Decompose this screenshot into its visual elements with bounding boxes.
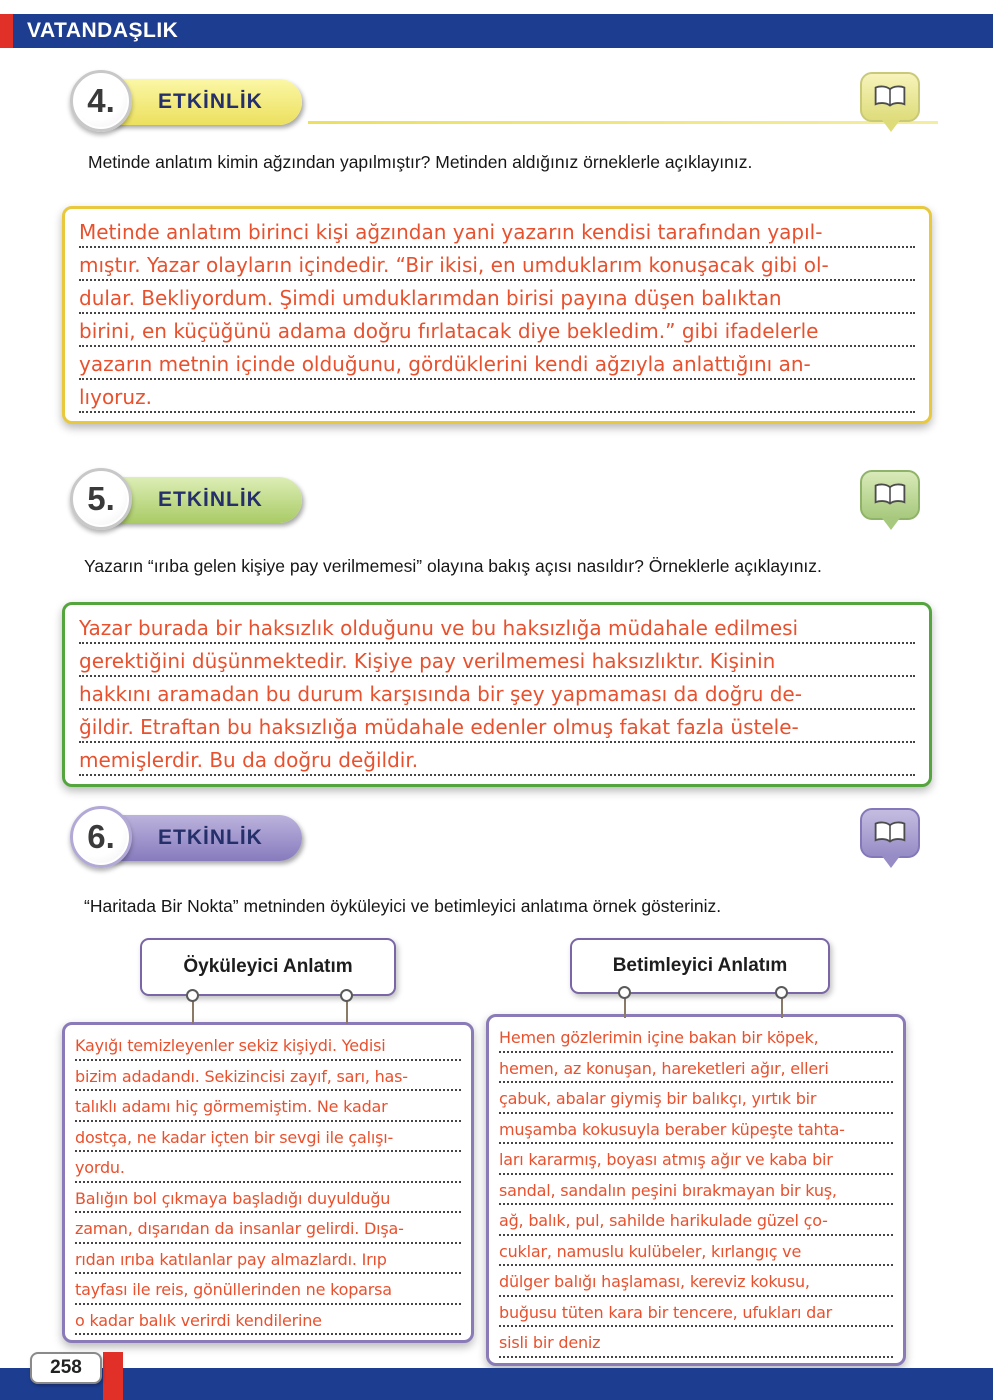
answer-line: talıklı adamı hiç görmemiştim. Ne kadar bbox=[75, 1091, 461, 1122]
pin-icon bbox=[340, 989, 353, 1002]
answer-line: yordu. bbox=[75, 1152, 461, 1183]
answer-line: rıdan ırıba katılanlar pay almazlardı. Irıp bbox=[75, 1244, 461, 1275]
answer-line: Balığın bol çıkmaya başladığı duyulduğu bbox=[75, 1183, 461, 1214]
pin-icon bbox=[186, 989, 199, 1002]
narrative-label: Öyküleyici Anlatım bbox=[183, 956, 353, 977]
activity-6-question: “Haritada Bir Nokta” metninden öyküleyici ve betimleyici anlatıma örnek gösteriniz. bbox=[84, 896, 722, 916]
pin-icon bbox=[618, 986, 631, 999]
bubble-tail bbox=[882, 856, 900, 868]
activity-6-label: ETKİNLİK bbox=[158, 826, 263, 849]
activity-4-answer-box bbox=[62, 206, 932, 424]
answer-line: Metinde anlatım birinci kişi ağzından yani yazarın kendisi tarafından yapıl- bbox=[79, 215, 915, 248]
answer-line: memişlerdir. Bu da doğru değildir. bbox=[79, 743, 915, 776]
answer-line: sisli bir deniz bbox=[499, 1327, 893, 1358]
book-glyph bbox=[873, 483, 907, 507]
descriptive-answer-box bbox=[486, 1014, 906, 1366]
header-red-accent bbox=[0, 14, 13, 48]
answer-line: yazarın metnin içinde olduğunu, gördüklerini kendi ağzıyla anlattığını an- bbox=[79, 347, 915, 380]
header-bar bbox=[0, 14, 993, 48]
activity-4-question: Metinde anlatım kimin ağzından yapılmıştır? Metinden aldığınız örneklerle açıklayınız. bbox=[88, 152, 753, 172]
book-glyph bbox=[873, 821, 907, 845]
answer-line: cuklar, namuslu kulübeler, kırlangıç ve bbox=[499, 1236, 893, 1267]
activity-5-answer-box bbox=[62, 602, 932, 787]
answer-line: tayfası ile reis, gönüllerinden ne koparsa bbox=[75, 1274, 461, 1305]
answer-line: zaman, dışarıdan da insanlar gelirdi. Dışa- bbox=[75, 1213, 461, 1244]
activity-6-number bbox=[70, 806, 132, 868]
open-book-icon bbox=[860, 470, 920, 520]
page-title: VATANDAŞLIK bbox=[27, 19, 179, 42]
page-number-text: 258 bbox=[50, 1357, 82, 1378]
pin-string bbox=[624, 996, 626, 1018]
answer-line: gerektiğini düşünmektedir. Kişiye pay verilmemesi haksızlıktır. Kişinin bbox=[79, 644, 915, 677]
answer-line: Yazar burada bir haksızlık olduğunu ve bu haksızlığa müdahale edilmesi bbox=[79, 611, 915, 644]
pin-string bbox=[781, 996, 783, 1018]
answer-line: muşamba kokusuyla beraber küpeşte tahta- bbox=[499, 1114, 893, 1145]
footer-red-accent bbox=[103, 1352, 123, 1400]
answer-line: dostça, ne kadar içten bir sevgi ile çalışı- bbox=[75, 1122, 461, 1153]
answer-line: Hemen gözlerimin içine bakan bir köpek, bbox=[499, 1022, 893, 1053]
bubble-tail bbox=[882, 120, 900, 132]
answer-line: sandal, sandalın peşini bırakmayan bir kuş, bbox=[499, 1175, 893, 1206]
narrative-label-box bbox=[140, 938, 396, 996]
answer-line: hakkını aramadan bu durum karşısında bir şey yapmaması da doğru de- bbox=[79, 677, 915, 710]
activity-4-label: ETKİNLİK bbox=[158, 90, 263, 113]
open-book-icon bbox=[860, 808, 920, 858]
answer-line: Kayığı temizleyenler sekiz kişiydi. Yedisi bbox=[75, 1030, 461, 1061]
answer-line: ğildir. Etraftan bu haksızlığa müdahale edenler olmuş fakat fazla üstele- bbox=[79, 710, 915, 743]
descriptive-label: Betimleyici Anlatım bbox=[612, 955, 788, 976]
activity-5-number bbox=[70, 468, 132, 530]
answer-line: o kadar balık verirdi kendilerine bbox=[75, 1305, 461, 1336]
answer-line: ları kararmış, boyası atmış ağır ve kaba bir bbox=[499, 1144, 893, 1175]
bubble-tail bbox=[882, 518, 900, 530]
activity-4-header bbox=[60, 70, 938, 136]
answer-line: bizim adadandı. Sekizincisi zayıf, sarı, has- bbox=[75, 1061, 461, 1092]
activity-5-header bbox=[60, 468, 938, 534]
answer-line: lıyoruz. bbox=[79, 380, 915, 413]
answer-line: dülger balığı haşlaması, kereviz kokusu, bbox=[499, 1266, 893, 1297]
page-number bbox=[30, 1352, 102, 1384]
answer-line: mıştır. Yazar olayların içindedir. “Bir ikisi, en umduklarım konuşacak gibi ol- bbox=[79, 248, 915, 281]
open-book-icon bbox=[860, 72, 920, 122]
answer-line: dular. Bekliyordum. Şimdi umduklarımdan birisi payına düşen balıktan bbox=[79, 281, 915, 314]
book-glyph bbox=[873, 85, 907, 109]
narrative-answer-box bbox=[62, 1022, 474, 1343]
pin-icon bbox=[775, 986, 788, 999]
activity-5-label: ETKİNLİK bbox=[158, 488, 263, 511]
activity-5-number-text: 5. bbox=[87, 480, 115, 517]
activity-5-question: Yazarın “ırıba gelen kişiye pay verilmemesi” olayına bakış açısı nasıldır? Örneklerle açıklayınız. bbox=[84, 556, 822, 576]
activity-4-ruleline bbox=[308, 121, 938, 124]
answer-line: birini, en küçüğünü adama doğru fırlatacak diye bekledim.” gibi ifadelerle bbox=[79, 314, 915, 347]
descriptive-label-box bbox=[570, 938, 830, 994]
footer-bar bbox=[0, 1368, 993, 1400]
answer-line: buğusu tüten kara bir tencere, ufukları dar bbox=[499, 1297, 893, 1328]
answer-line: hemen, az konuşan, hareketleri ağır, elleri bbox=[499, 1053, 893, 1084]
activity-4-number-text: 4. bbox=[87, 82, 115, 119]
answer-line: çabuk, abalar giymiş bir balıkçı, yırtık bir bbox=[499, 1083, 893, 1114]
activity-4-number bbox=[70, 70, 132, 132]
activity-6-number-text: 6. bbox=[87, 818, 115, 855]
activity-6-header bbox=[60, 806, 938, 872]
answer-line: ağ, balık, pul, sahilde harikulade güzel ço- bbox=[499, 1205, 893, 1236]
